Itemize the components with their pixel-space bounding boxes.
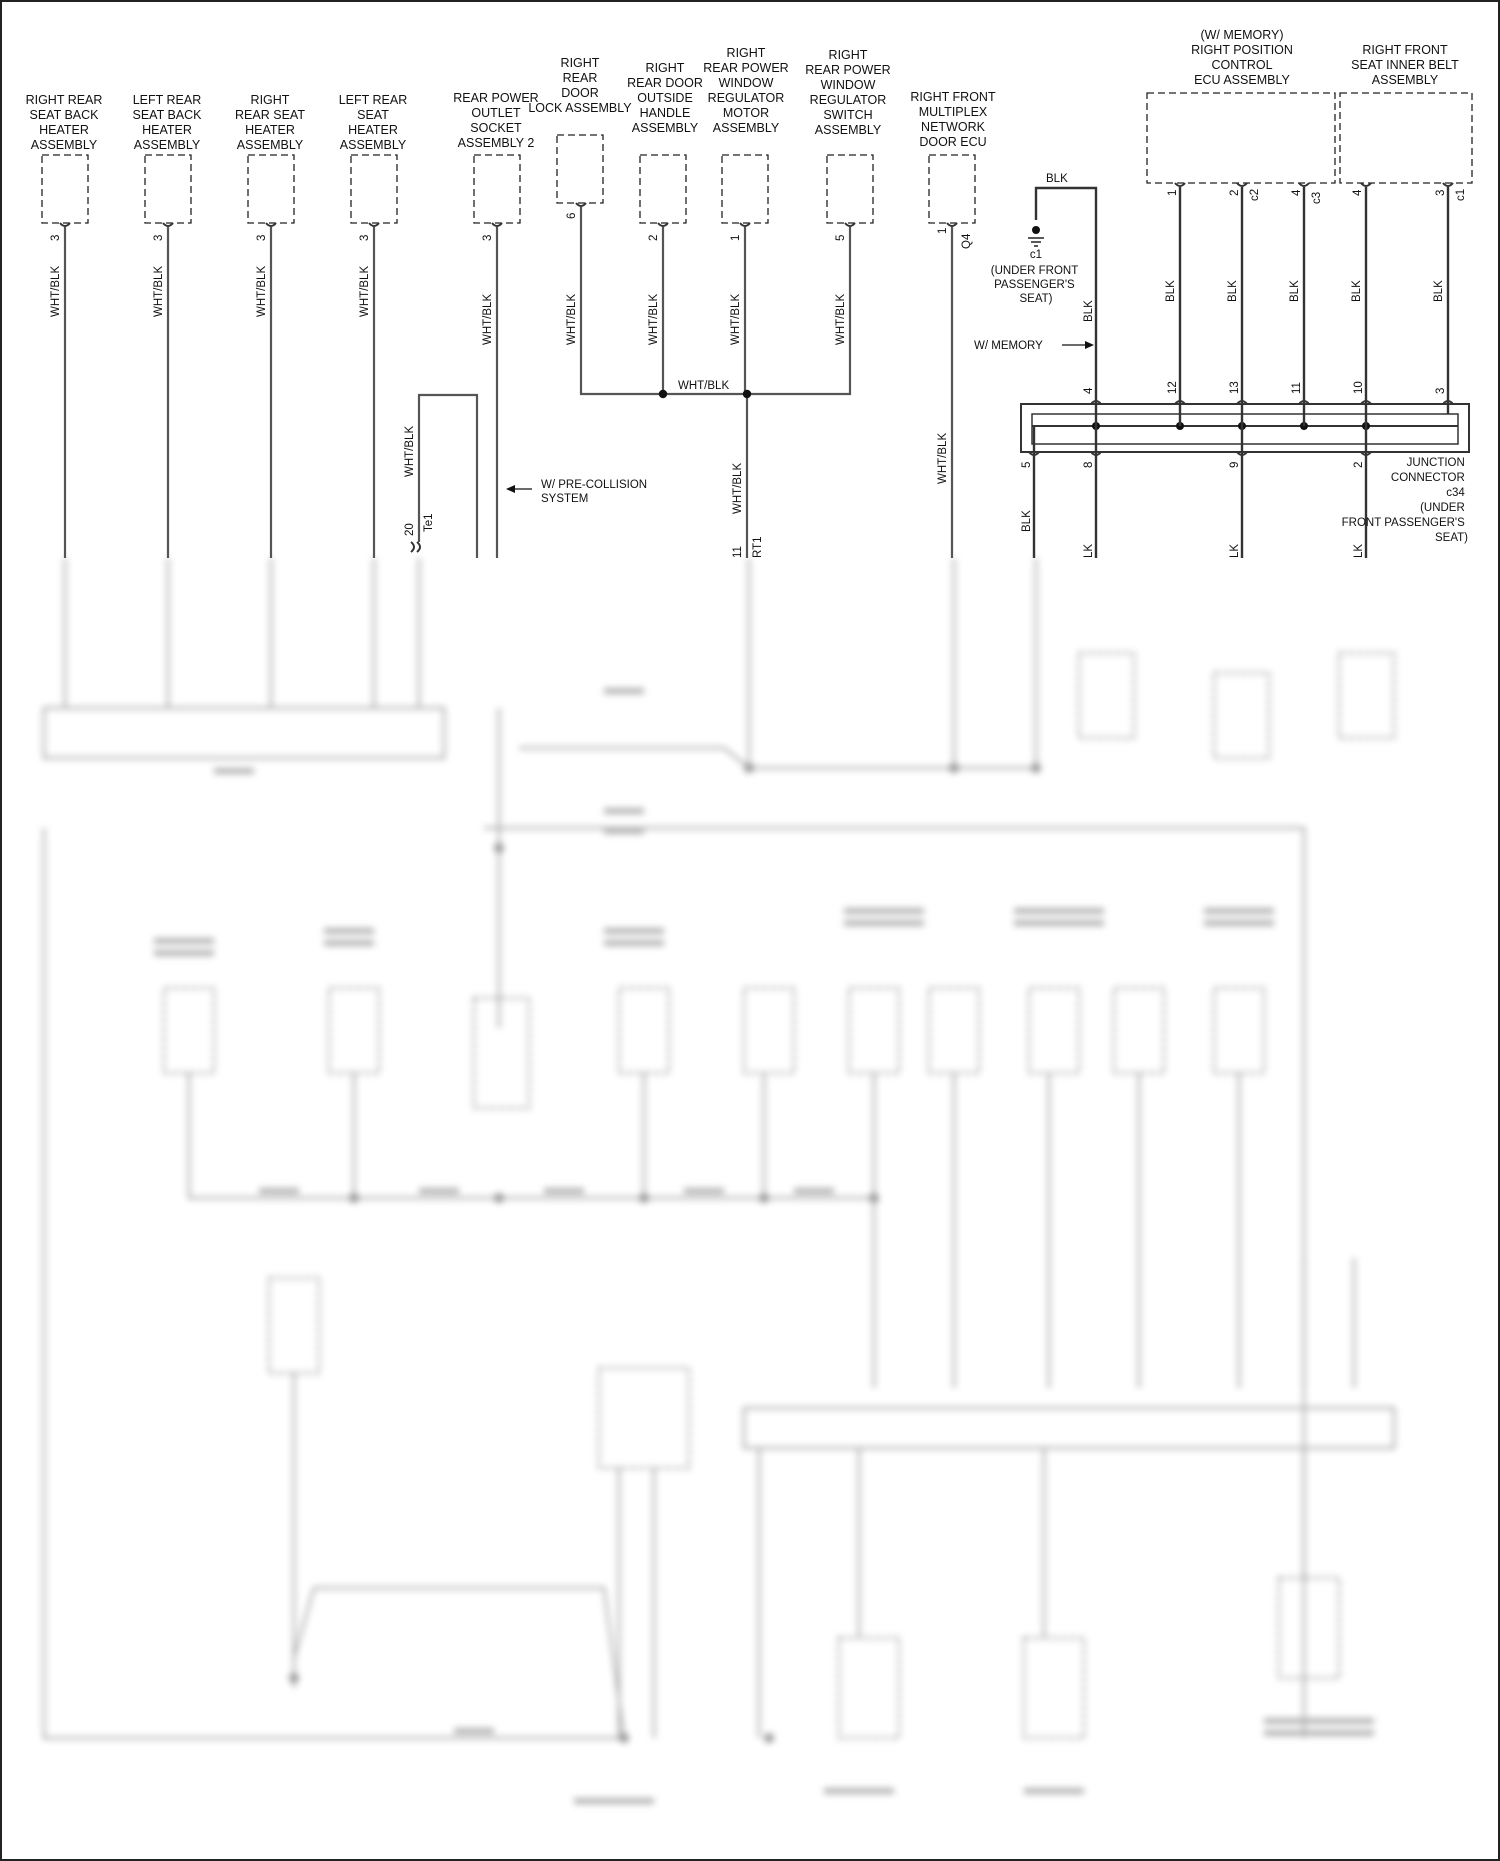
label-c12: RIGHT FRONT SEAT INNER BELT ASSEMBLY — [1351, 43, 1459, 87]
ground-id: c1 — [1029, 249, 1043, 261]
pin-label: Q4 — [961, 233, 973, 249]
ground-location: (UNDER FRONT PASSENGER'S SEAT) — [990, 265, 1079, 305]
wires-top — [65, 187, 1448, 558]
memory-note: W/ MEMORY — [974, 340, 1043, 352]
left-rear-seat-back-heater-box[interactable] — [145, 155, 191, 223]
right-rear-door-lock-box[interactable] — [557, 135, 603, 203]
ground-icon — [1032, 226, 1040, 234]
pin-label: c1 — [1455, 188, 1467, 201]
wire-label: WHT/BLK — [566, 293, 578, 345]
arrow-right-icon — [1085, 341, 1094, 349]
right-front-multiplex-door-ecu-box[interactable] — [929, 155, 975, 223]
wire-label: WHT/BLK — [50, 265, 62, 317]
rear-power-outlet-socket-box[interactable] — [474, 155, 520, 223]
wire-label: WHT/BLK — [359, 265, 371, 317]
label-c7: RIGHT REAR DOOR OUTSIDE HANDLE ASSEMBLY — [627, 61, 703, 135]
pin-label: 20 — [404, 523, 416, 536]
wire-label: BLK — [1021, 510, 1033, 532]
pin-label: 3 — [1435, 189, 1447, 196]
pin-label: 13 — [1229, 381, 1241, 394]
label-c3: RIGHT REAR SEAT HEATER ASSEMBLY — [235, 93, 305, 152]
wire-label: WHT/BLK — [678, 380, 730, 392]
pin-label: 2 — [1353, 461, 1365, 468]
pin-label: 5 — [835, 234, 847, 241]
pin-label: 5 — [1021, 461, 1033, 468]
label-c10: RIGHT FRONT MULTIPLEX NETWORK DOOR ECU — [910, 90, 996, 149]
wire-label: BLK — [1289, 280, 1301, 302]
pin-label: 11 — [1291, 382, 1303, 394]
pin-label: 1 — [1167, 189, 1179, 196]
pin-label: 12 — [1167, 381, 1179, 394]
wire-label: BLK — [1227, 280, 1239, 302]
wire-label: BLK — [1046, 173, 1068, 185]
pin-label: c3 — [1311, 191, 1323, 204]
label-c11: (W/ MEMORY) RIGHT POSITION CONTROL ECU ASSEMBLY — [1191, 28, 1293, 87]
wire-label: LK — [1353, 543, 1365, 558]
pin-label: 3 — [153, 234, 165, 241]
wire-label: WHT/BLK — [732, 462, 744, 514]
pin-label: 4 — [1291, 189, 1303, 196]
wire-label: WHT/BLK — [153, 265, 165, 317]
right-rear-seat-heater-box[interactable] — [248, 155, 294, 223]
wire-label: WHT/BLK — [256, 265, 268, 317]
label-c2: LEFT REAR SEAT BACK HEATER ASSEMBLY — [132, 93, 202, 152]
pin-label: 4 — [1352, 189, 1364, 196]
wire-label: BLK — [1083, 300, 1095, 322]
wire-label: WHT/BLK — [937, 432, 949, 484]
label-c1: RIGHT REAR SEAT BACK HEATER ASSEMBLY — [25, 93, 103, 152]
pin-label: 6 — [566, 212, 578, 219]
ground-c1 — [991, 226, 1082, 305]
connector-id: Te1 — [423, 513, 435, 532]
right-rear-window-regulator-motor-box[interactable] — [722, 155, 768, 223]
junction-label: JUNCTION CONNECTOR c34 (UNDER FRONT PASSENGER'S SEAT) — [1341, 457, 1468, 544]
precollision-note: W/ PRE-COLLISION SYSTEM — [541, 479, 648, 505]
right-rear-seat-back-heater-box[interactable] — [42, 155, 88, 223]
splice-dot — [659, 390, 667, 398]
wire-label: WHT/BLK — [482, 293, 494, 345]
right-rear-window-regulator-switch-box[interactable] — [827, 155, 873, 223]
pin-label: 1 — [937, 227, 949, 234]
component-labels — [26, 28, 1460, 152]
wire-label: BLK — [1433, 280, 1445, 302]
pin-label: 10 — [1353, 381, 1365, 394]
wire-label: BLK — [1165, 280, 1177, 302]
arrow-left-icon — [506, 485, 515, 493]
pin-label: 3 — [256, 234, 268, 241]
pin-label: 2 — [1229, 189, 1241, 196]
pin-label: 4 — [1083, 387, 1095, 394]
wire-label: WHT/BLK — [730, 293, 742, 345]
pin-label: c2 — [1249, 188, 1261, 201]
notes — [506, 340, 1094, 505]
right-position-control-ecu-box[interactable] — [1147, 93, 1335, 183]
wire-label: BLK — [1351, 280, 1363, 302]
junction-connector-c34[interactable] — [1021, 381, 1469, 544]
wire-label: WHT/BLK — [835, 293, 847, 345]
wire-label: LK — [1083, 543, 1095, 558]
pin-label: 1 — [730, 234, 742, 241]
connector-marks — [60, 183, 1453, 552]
splice-dot — [743, 390, 751, 398]
diagram-canvas — [2, 2, 1498, 1859]
label-c4: LEFT REAR SEAT HEATER ASSEMBLY — [338, 93, 408, 152]
pin-label: 2 — [648, 234, 660, 241]
inline-connectors — [404, 513, 764, 558]
pin-label: 3 — [482, 234, 494, 241]
label-c8: RIGHT REAR POWER WINDOW REGULATOR MOTOR ASSEMBLY — [703, 46, 789, 135]
wire-label: WHT/BLK — [404, 425, 416, 477]
pin-numbers — [50, 189, 1467, 249]
pin-label: 3 — [1435, 387, 1447, 394]
label-c6: RIGHT REAR DOOR LOCK ASSEMBLY — [528, 56, 632, 115]
wire-label: LK — [1229, 543, 1241, 558]
pin-label: 9 — [1229, 461, 1241, 468]
pin-label: 11 — [732, 546, 744, 558]
connector-id: RT1 — [752, 536, 764, 558]
right-front-seat-inner-belt-box[interactable] — [1340, 93, 1472, 183]
right-rear-door-outside-handle-box[interactable] — [640, 155, 686, 223]
pin-label: 8 — [1083, 461, 1095, 468]
label-c9: RIGHT REAR POWER WINDOW REGULATOR SWITCH ASSEMBLY — [805, 48, 891, 137]
wire-label: WHT/BLK — [648, 293, 660, 345]
pin-label: 3 — [359, 234, 371, 241]
left-rear-seat-heater-box[interactable] — [351, 155, 397, 223]
pin-label: 3 — [50, 234, 62, 241]
label-c5: REAR POWER OUTLET SOCKET ASSEMBLY 2 — [453, 91, 539, 150]
